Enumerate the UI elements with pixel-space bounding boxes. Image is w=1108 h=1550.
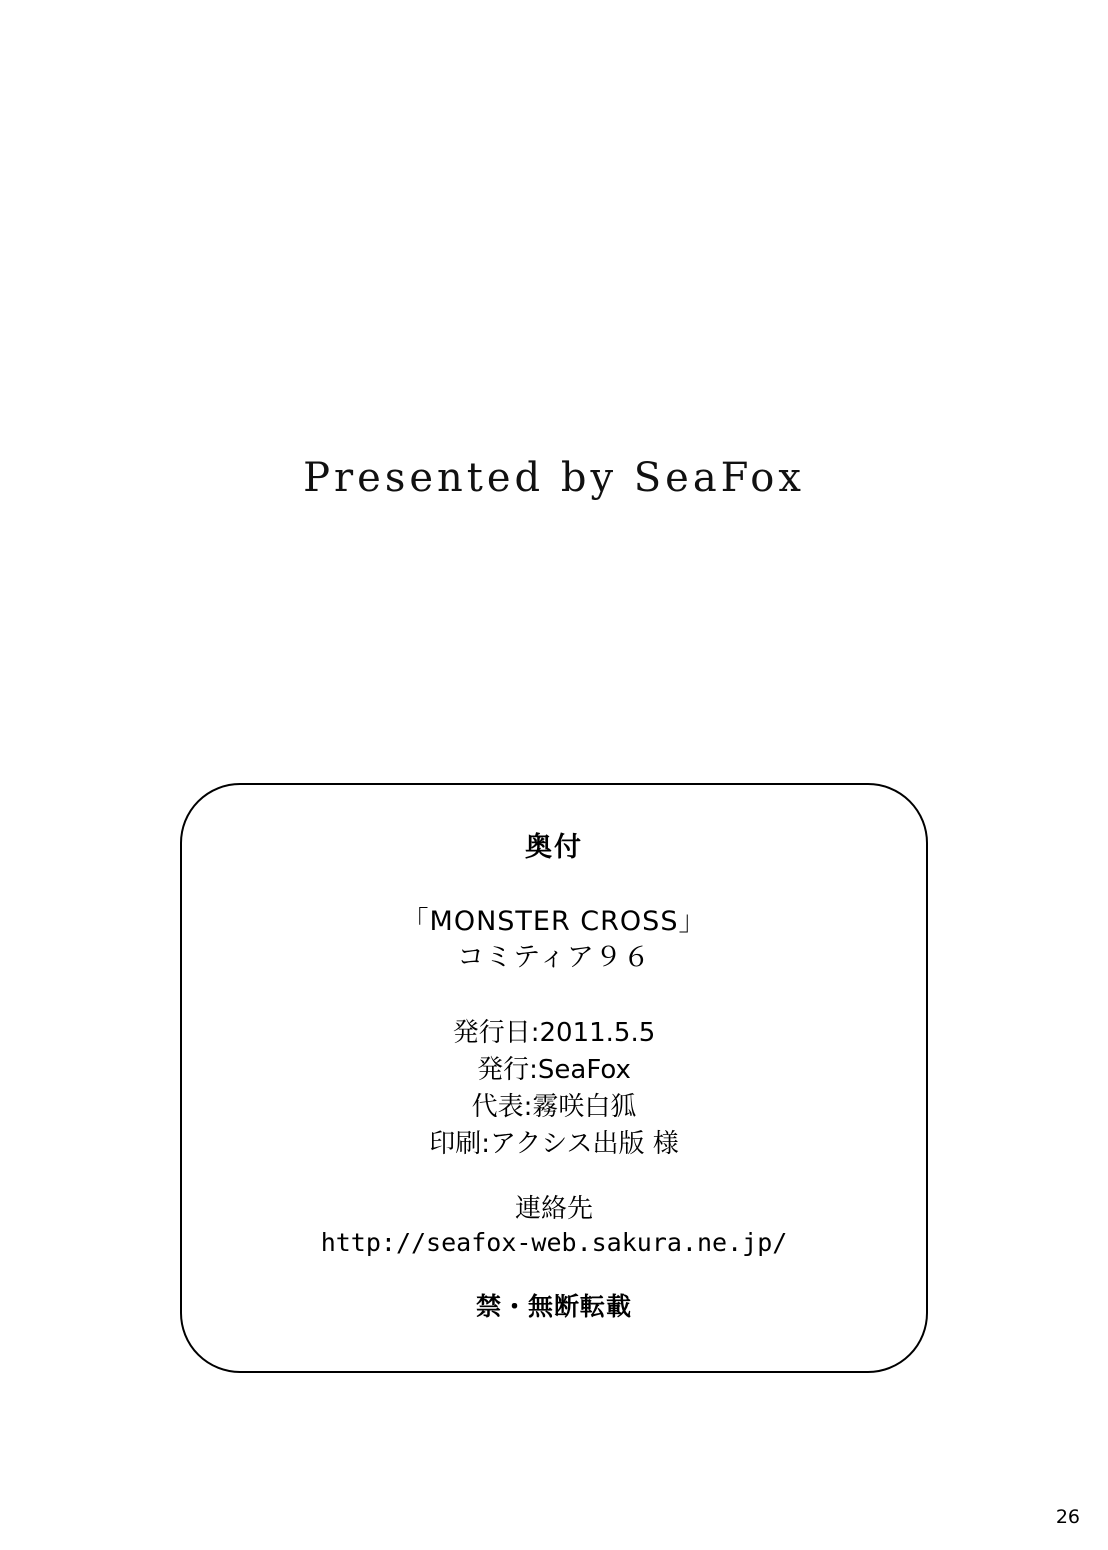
colophon-box <box>180 783 928 1373</box>
reprint-notice: 禁・無断転載 <box>475 1292 632 1322</box>
contact-label: 連絡先 <box>514 1193 593 1224</box>
imprint-block <box>429 1015 678 1163</box>
page-number: 26 <box>1055 1506 1080 1528</box>
contact-url-link[interactable]: http://seafox-web.sakura.ne.jp/ <box>320 1228 788 1258</box>
publish-date: 発行日:2011.5.5 <box>452 1017 656 1048</box>
colophon-content <box>182 785 926 1371</box>
printer: 印刷:アクシス出版 様 <box>429 1128 679 1159</box>
event-name: コミティア９６ <box>457 942 651 974</box>
work-title: 「MONSTER CROSS」 <box>401 906 707 937</box>
representative: 代表:霧咲白狐 <box>471 1091 637 1122</box>
publisher: 発行:SeaFox <box>477 1054 631 1085</box>
colophon-heading: 奥付 <box>525 832 583 863</box>
presented-by-line: Presented by SeaFox <box>303 455 805 501</box>
